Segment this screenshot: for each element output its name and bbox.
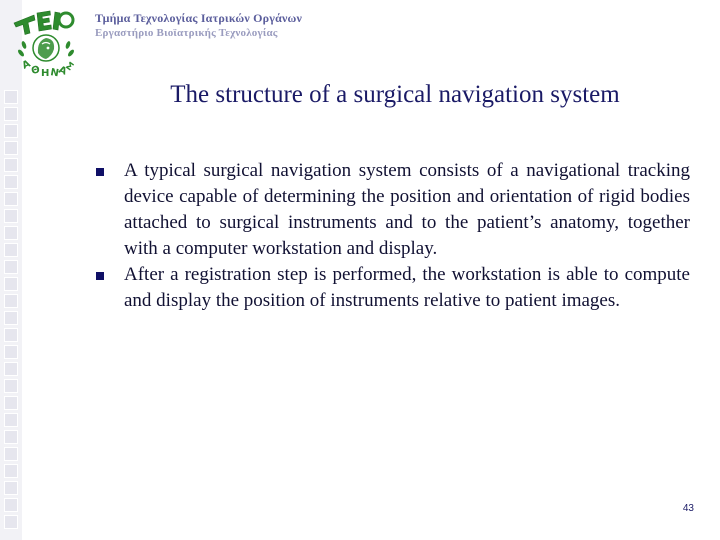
decorative-square [4, 209, 18, 223]
decorative-square [4, 294, 18, 308]
decorative-square [4, 328, 18, 342]
bullet-item [96, 158, 690, 262]
svg-text:Α: Α [56, 64, 69, 78]
page-number: 43 [682, 503, 694, 514]
decorative-square [4, 379, 18, 393]
svg-text:Σ: Σ [63, 60, 76, 74]
decorative-square [4, 464, 18, 478]
decorative-square [4, 124, 18, 138]
decorative-square [4, 192, 18, 206]
decorative-square [4, 447, 18, 461]
slide-title: The structure of a surgical navigation system [170, 81, 620, 108]
lab-name: Εργαστήριο Βιοϊατρικής Τεχνολογίας [95, 27, 278, 39]
bullet-item [96, 262, 690, 314]
decorative-square [4, 430, 18, 444]
bullet-text: A typical surgical navigation system consists of a navigational tracking device capable of determining the position and orientation of rigid bodies attached to surgical instruments and to the patient’s anatomy, together with a computer workstation and display. [124, 160, 690, 259]
decorative-square [4, 345, 18, 359]
decorative-square [4, 277, 18, 291]
decorative-square [4, 413, 18, 427]
bullet-text: After a registration step is performed, the workstation is able to compute and display the position of instruments relative to patient images. [124, 264, 690, 311]
decorative-square [4, 396, 18, 410]
decorative-square [4, 141, 18, 155]
decorative-square [4, 311, 18, 325]
square-bullet-icon [96, 168, 104, 176]
square-bullet-icon [96, 272, 104, 280]
decorative-square [4, 498, 18, 512]
decorative-square [4, 226, 18, 240]
decorative-square [4, 158, 18, 172]
institution-logo [4, 3, 84, 83]
department-header [95, 10, 302, 41]
decorative-square [4, 175, 18, 189]
department-name: Τμήμα Τεχνολογίας Ιατρικών Οργάνων [95, 11, 303, 25]
svg-text:Θ: Θ [30, 64, 41, 77]
decorative-square [4, 515, 18, 529]
decorative-square [4, 243, 18, 257]
svg-text:Η: Η [41, 68, 50, 79]
decorative-square [4, 260, 18, 274]
decorative-square [4, 362, 18, 376]
svg-text:Α: Α [20, 58, 33, 72]
decorative-square [4, 481, 18, 495]
svg-text:Ν: Ν [49, 67, 60, 80]
logo-emblem-icon [4, 3, 84, 83]
bullet-list [96, 158, 690, 314]
